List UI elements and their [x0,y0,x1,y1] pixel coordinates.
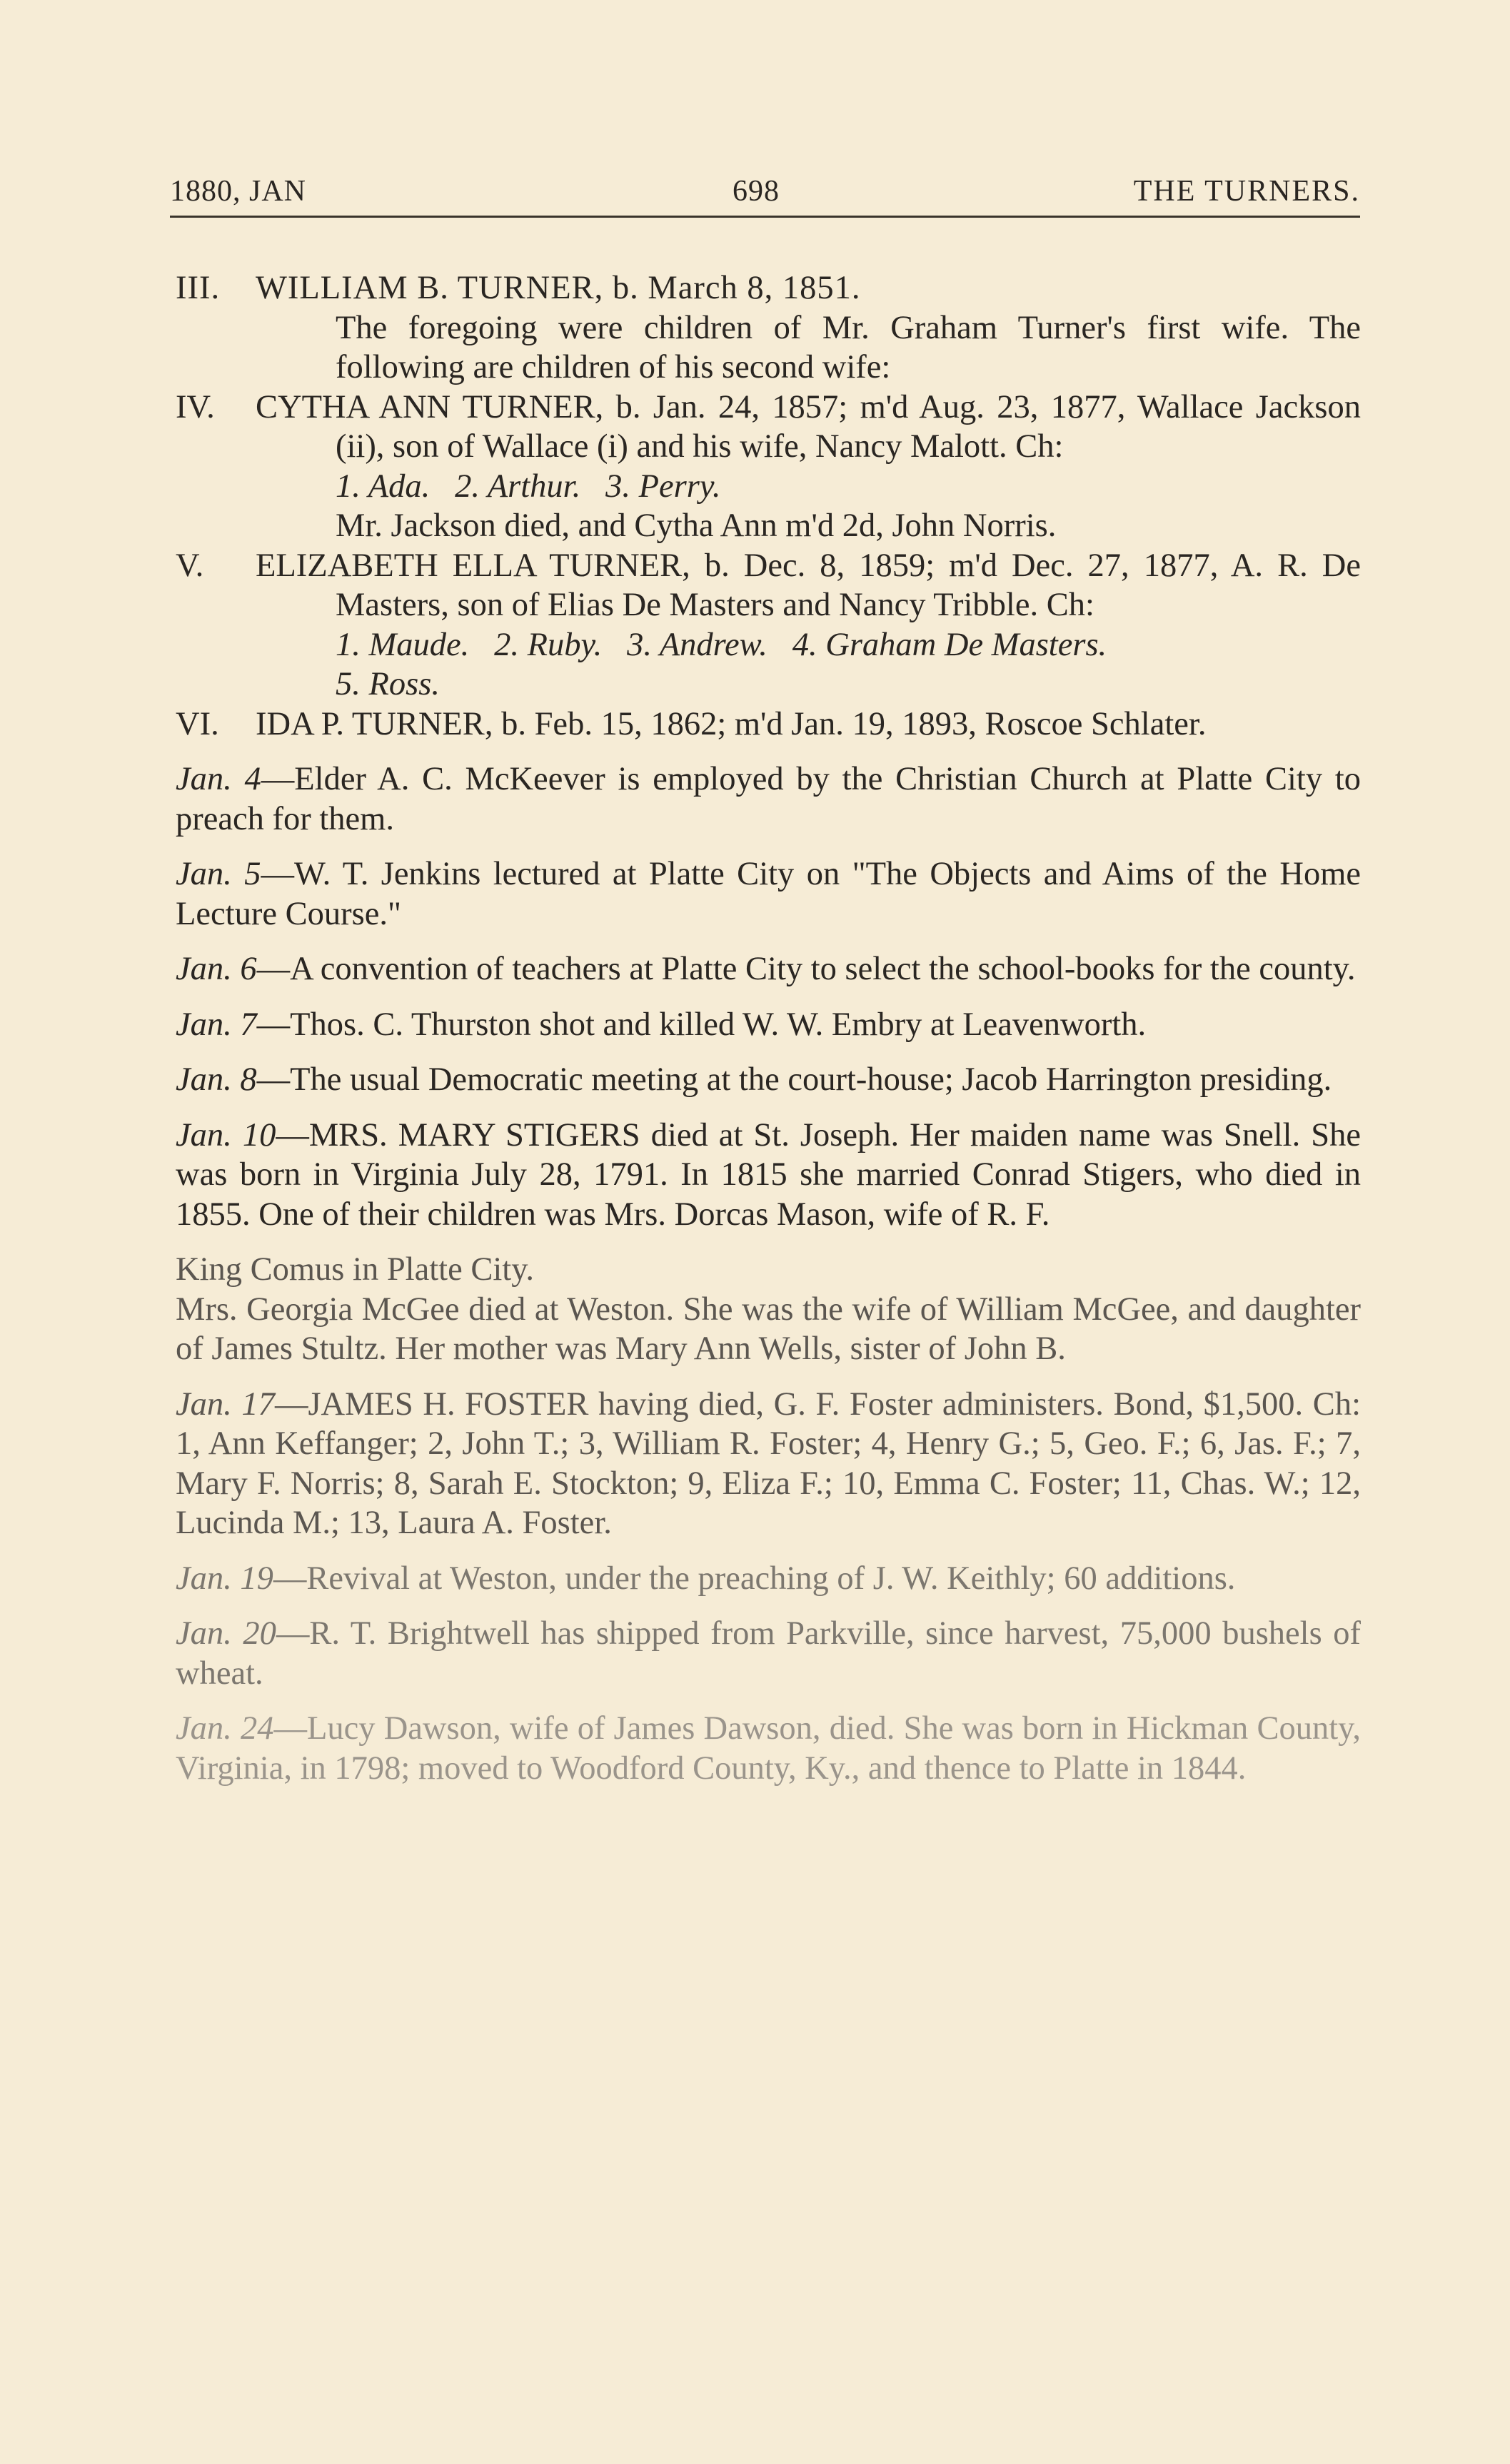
event-text: —Revival at Weston, under the preaching of J. W. Keithly; 60 additions. [273,1560,1236,1597]
event-paragraph [176,1385,1361,1543]
entry-text: IDA P. TURNER, b. Feb. 15, 1862; m'd Jan. 19, 1893, Roscoe Schlater. [256,705,1207,742]
event-date: Jan. 5 [176,856,261,892]
entry-text: CYTHA ANN TURNER, b. Jan. 24, 1857; m'd Aug. 23, 1877, Wallace Jackson (ii), son of Wallace (i) and his wife, Nancy Malott. Ch: [256,388,1361,465]
entry-numeral: IV. [176,388,215,425]
event-paragraph [176,1614,1361,1693]
event-paragraph [176,854,1361,934]
genealogy-entry-iv [176,388,1361,467]
event-text: —Elder A. C. McKeever is employed by the Christian Church at Platte City to preach for them. [176,761,1361,837]
event-date: Jan. 24 [176,1710,274,1747]
header-rule [170,216,1360,218]
event-date: Jan. 19 [176,1560,273,1597]
event-date: Jan. 4 [176,761,261,797]
children-list [176,625,1361,705]
continuation-paragraph: Mr. Jackson died, and Cytha Ann m'd 2d, John Norris. [336,508,1057,544]
entry-numeral: III. [176,270,221,306]
header-title: THE TURNERS. [1133,175,1360,208]
child-name: 3. Andrew. [627,626,767,663]
child-name: 2. Ruby. [494,626,603,663]
child-name: 3. Perry. [605,468,721,505]
event-text: —W. T. Jenkins lectured at Platte City on "The Objects and Aims of the Home Lecture Course." [176,856,1361,932]
event-paragraph [176,1709,1361,1788]
event-text: —MRS. MARY STIGERS died at St. Joseph. Her maiden name was Snell. She was born in Virginia July 28, 1791. In 1815 she married Conrad Stigers, who died in 1855. One of their children was Mrs. Dorcas Mason, wife of R. F. [176,1116,1361,1233]
event-text: —JAMES H. FOSTER having died, G. F. Foster administers. Bond, $1,500. Ch: 1, Ann Keffanger; 2, John T.; 3, William R. Foster; 4, Henry G.; 5, Geo. F.; 6, Jas. F.; 7, Mary F. Norris; 8, Sarah E. Stockton; 9, Eliza F.; 10, Emma C. Foster; 11, Chas. W.; 12, Lucinda M.; 13, Laura A. Foster. [176,1385,1361,1541]
child-name: 1. Maude. [336,626,470,663]
event-paragraph [176,949,1361,989]
event-date: Jan. 6 [176,951,257,987]
event-paragraph [176,1250,1361,1290]
event-paragraph [176,1005,1361,1045]
child-name: 1. Ada. [336,468,431,505]
event-paragraph [176,1290,1361,1369]
event-text: —Lucy Dawson, wife of James Dawson, died. She was born in Hickman County, Virginia, in 1798; moved to Woodford County, Ky., and thence to Platte in 1844. [176,1710,1361,1787]
event-text: —The usual Democratic meeting at the court-house; Jacob Harrington presiding. [256,1061,1332,1098]
genealogy-entry-iii [176,268,1361,308]
child-name: 5. Ross. [336,666,440,702]
entry-numeral: V. [176,547,204,584]
event-paragraph [176,1559,1361,1599]
entry-text: WILLIAM B. TURNER, b. March 8, 1851. [256,270,861,306]
event-text: Mrs. Georgia McGee died at Weston. She was the wife of William McGee, and daughter of James Stultz. Her mother was Mary Ann Wells, sister of John B. [176,1291,1361,1367]
event-text: —A convention of teachers at Platte City to select the school-books for the county. [256,951,1356,987]
event-text: —R. T. Brightwell has shipped from Parkville, since harvest, 75,000 bushels of wheat. [176,1615,1361,1692]
page-number: 698 [733,175,780,208]
event-date: Jan. 7 [176,1006,257,1043]
genealogy-entry-v [176,546,1361,625]
header-date: 1880, JAN [170,175,307,208]
event-text: King Comus in Platte City. [176,1251,535,1288]
event-date: Jan. 17 [176,1385,275,1423]
event-date: Jan. 20 [176,1615,276,1652]
children-list [176,467,1361,507]
genealogy-entry-vi [176,705,1361,744]
running-head [170,174,1360,214]
event-paragraph [176,1060,1361,1100]
child-name: 2. Arthur. [455,468,581,505]
page-body [176,268,1361,1788]
event-paragraph [176,1116,1361,1235]
event-paragraph [176,759,1361,839]
continuation-paragraph: The foregoing were children of Mr. Graham Turner's first wife. The following are children of his second wife: [336,309,1361,385]
entry-text: ELIZABETH ELLA TURNER, b. Dec. 8, 1859; m'd Dec. 27, 1877, A. R. De Masters, son of Elias De Masters and Nancy Tribble. Ch: [256,547,1361,623]
event-text: —Thos. C. Thurston shot and killed W. W. Embry at Leavenworth. [256,1006,1147,1043]
event-date: Jan. 8 [176,1061,257,1098]
entry-numeral: VI. [176,705,219,742]
event-date: Jan. 10 [176,1116,276,1153]
child-name: 4. Graham De Masters. [792,626,1107,663]
